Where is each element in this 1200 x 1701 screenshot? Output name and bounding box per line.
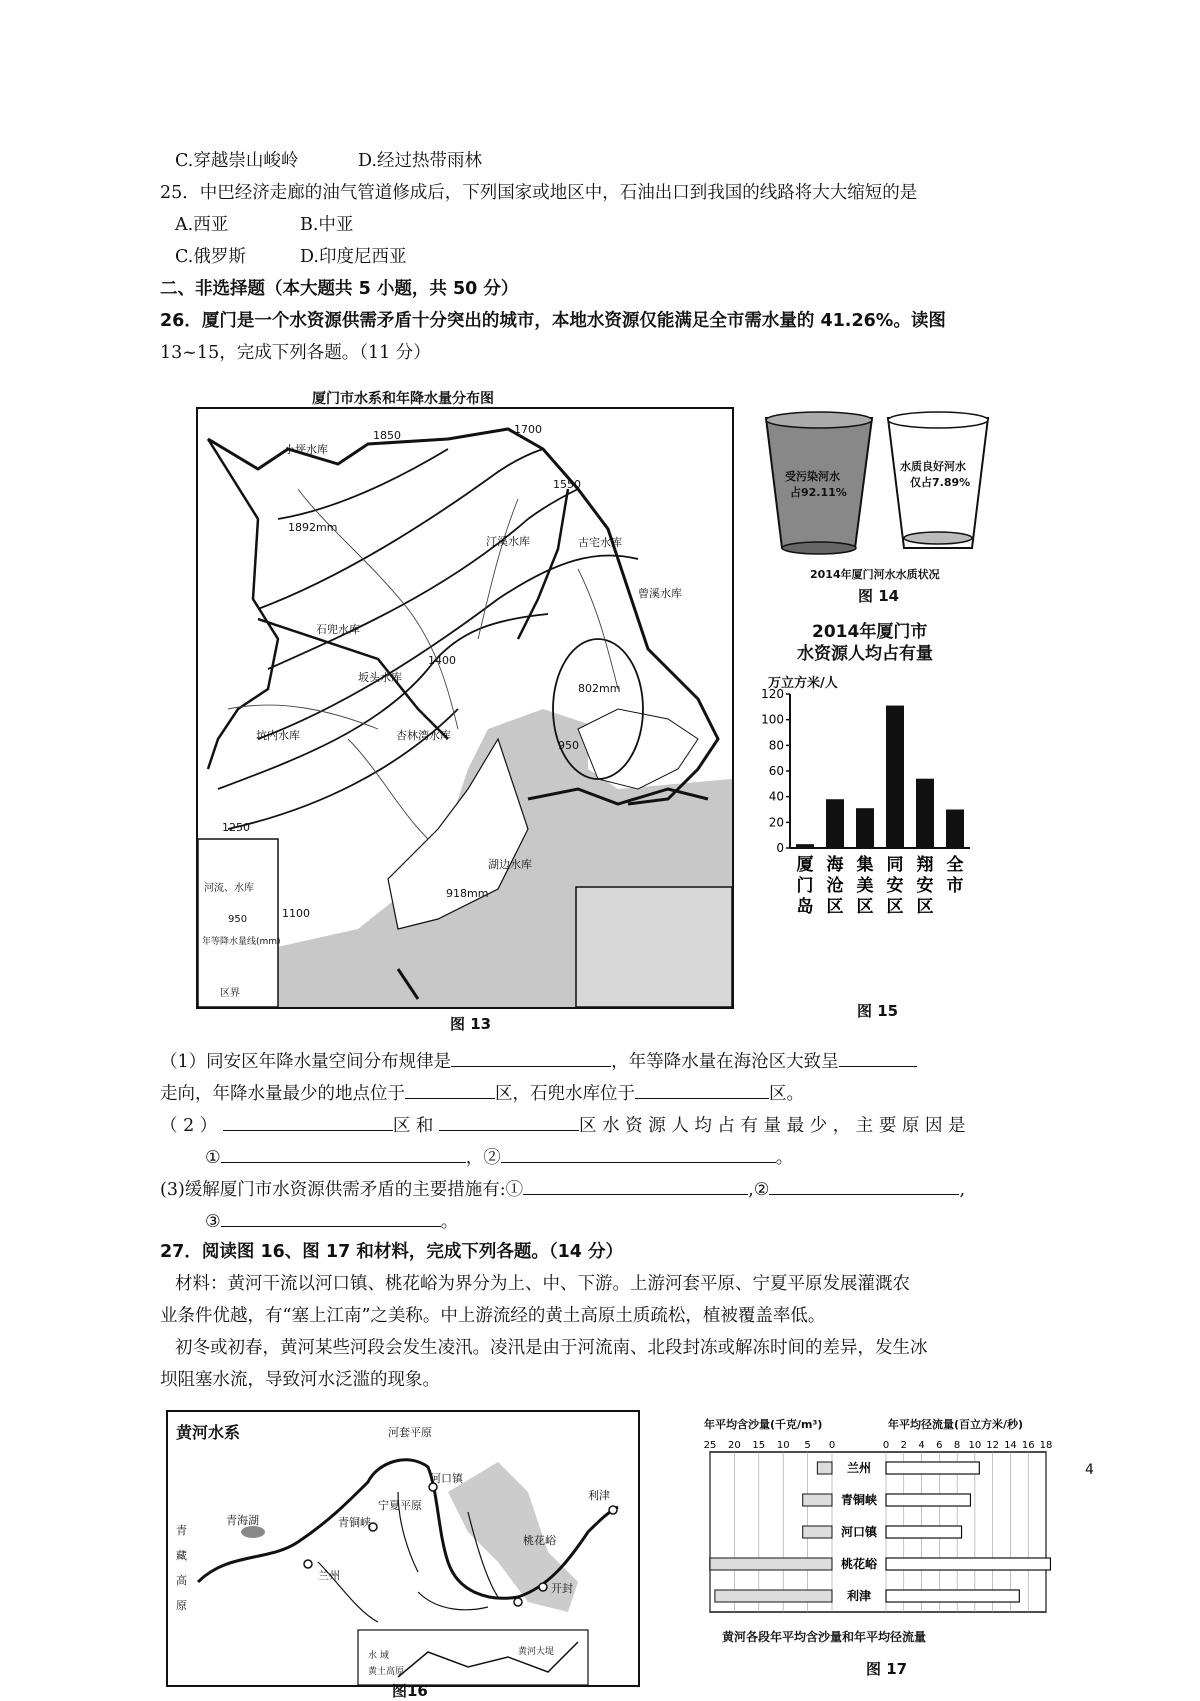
left-tick-label: 5 — [804, 1440, 811, 1451]
q26-sub3-b: ,② — [748, 1180, 770, 1200]
right-tick-label: 10 — [968, 1440, 982, 1451]
q27-material-3: 初冬或初春，黄河某些河段会发生凌汛。凌汛是由于河流南、北段封冻或解冻时间的差异，发生冰 — [175, 1338, 928, 1358]
place-label: 青海湖 — [226, 1514, 259, 1527]
cup1-line1: 受污染河水 — [785, 470, 840, 483]
q26-sub2-b: 区 和 — [392, 1116, 434, 1136]
reservoir-label: 曾溪水库 — [638, 587, 682, 600]
isoline-label: 1400 — [428, 654, 456, 667]
left-tick-label: 20 — [728, 1440, 741, 1451]
x-category-label: 翔 — [916, 855, 934, 875]
q26-sub2-d2: ，② — [465, 1148, 501, 1168]
sediment-bar-利津 — [715, 1590, 832, 1602]
place-label: 利津 — [588, 1489, 610, 1502]
chart-ylabel: 万立方米/人 — [768, 676, 838, 691]
section-heading: 二、非选择题（本大题共 5 小题，共 50 分） — [160, 279, 519, 299]
x-category-label: 门 — [796, 876, 814, 896]
isoline-label: 802mm — [578, 682, 621, 695]
fig13-map-svg — [198, 409, 732, 1007]
q26-stem-2: 13~15，完成下列各题。（11 分） — [160, 343, 431, 363]
x-category-label: 美 — [856, 876, 874, 896]
left-tick-label: 0 — [828, 1440, 836, 1451]
right-tick-label: 14 — [1004, 1440, 1017, 1451]
fig13-caption: 图 13 — [450, 1015, 492, 1033]
fig14-caption: 图 14 — [858, 587, 900, 605]
q26-sub3-c: , — [959, 1180, 966, 1200]
q26-sub3-a: (3)缓解厦门市水资源供需矛盾的主要措施有:① — [160, 1180, 524, 1200]
runoff-bar-利津 — [886, 1590, 1019, 1602]
page-number: 4 — [1085, 1462, 1094, 1478]
station-label: 河口镇 — [840, 1525, 878, 1539]
answer-blank[interactable] — [221, 1208, 441, 1227]
isoline-label: 1850 — [373, 429, 401, 442]
fig17-chart — [700, 1432, 1060, 1628]
runoff-bar-兰州 — [886, 1462, 979, 1474]
place-label: 开封 — [551, 1582, 573, 1595]
q27-material-4: 坝阻塞水流，导致河水泛滥的现象。 — [160, 1370, 440, 1390]
right-tick-label: 8 — [953, 1440, 961, 1451]
q26-sub3-line1 — [160, 1176, 965, 1202]
left-tick-label: 15 — [752, 1440, 766, 1451]
bar-翔安区 — [916, 779, 934, 848]
q25-option-c: C.俄罗斯 — [175, 247, 246, 267]
runoff-bar-河口镇 — [886, 1526, 962, 1538]
answer-blank[interactable] — [439, 1112, 579, 1131]
q26-sub2-d3: 。 — [775, 1148, 794, 1168]
q26-sub2-c: 区 水 资 源 人 均 占 有 量 最 少 ， 主 要 原 因 是 — [579, 1116, 966, 1136]
station-label: 利津 — [846, 1589, 872, 1603]
x-category-label: 海 — [826, 855, 844, 875]
station-label: 桃花峪 — [840, 1557, 878, 1571]
x-category-label: 全 — [946, 855, 964, 875]
bar-同安区 — [886, 706, 904, 848]
q26-sub2-d1: ① — [205, 1148, 221, 1168]
answer-blank[interactable] — [221, 1144, 466, 1163]
chart-subtitle: 水资源人均占有量 — [797, 644, 933, 664]
bar-海沧区 — [826, 799, 844, 848]
x-category-label: 集 — [856, 855, 874, 875]
plateau-char: 青 — [176, 1524, 187, 1537]
x-category-label: 区 — [856, 897, 874, 917]
legend-isoline-value: 950 — [228, 914, 248, 925]
q26-sub3-line2 — [205, 1208, 458, 1234]
plateau-char: 高 — [176, 1574, 187, 1587]
y-tick-label: 80 — [768, 738, 784, 753]
inset-label: 黄河大堤 — [518, 1647, 555, 1657]
fig13-title: 厦门市水系和年降水量分布图 — [312, 391, 494, 407]
left-tick-label: 25 — [703, 1440, 717, 1451]
legend-boundary: 区界 — [220, 988, 240, 999]
fig16-map — [166, 1410, 640, 1687]
q24-option-d: D.经过热带雨林 — [358, 151, 482, 171]
plateau-char: 藏 — [176, 1549, 187, 1562]
right-tick-label: 12 — [986, 1440, 1000, 1451]
place-label: 青铜峡 — [338, 1516, 371, 1529]
fig13-map — [196, 407, 734, 1009]
q25-stem: 25．中巴经济走廊的油气管道修成后，下列国家或地区中，石油出口到我国的线路将大大缩短的是 — [160, 183, 918, 203]
y-tick-label: 100 — [761, 712, 784, 727]
q26-sub1-line1 — [160, 1048, 917, 1074]
isoline-label: 950 — [558, 739, 579, 752]
reservoir-label: 古宅水库 — [578, 536, 622, 549]
runoff-bar-青铜峡 — [886, 1494, 970, 1506]
fig17-left-header: 年平均含沙量(千克/m³) — [704, 1418, 823, 1431]
station-label: 兰州 — [846, 1461, 872, 1475]
q27-stem: 27．阅读图 16、图 17 和材料，完成下列各题。（14 分） — [160, 1242, 624, 1262]
y-tick-label: 120 — [761, 688, 784, 701]
q26-sub2-a: （ 2 ） — [160, 1116, 218, 1136]
inset-label: 黄土高原 — [368, 1667, 405, 1677]
x-category-label: 区 — [826, 897, 844, 917]
answer-blank[interactable] — [405, 1080, 495, 1099]
left-tick-label: 10 — [776, 1440, 790, 1451]
q25-option-d: D.印度尼西亚 — [300, 247, 407, 267]
cup2-line2: 仅占7.89% — [910, 476, 971, 489]
fig16-caption: 图16 — [392, 1682, 428, 1700]
runoff-bar-桃花峪 — [886, 1558, 1050, 1570]
bar-集美区 — [856, 808, 874, 848]
q26-sub1-c: 走向，年降水量最少的地点位于 — [160, 1084, 405, 1104]
fig16-title: 黄河水系 — [176, 1423, 241, 1442]
q26-sub1-a: （1）同安区年降水量空间分布规律是 — [160, 1052, 452, 1072]
sediment-bar-兰州 — [817, 1462, 832, 1474]
q26-sub1-b: ，年等降水量在海沧区大致呈 — [611, 1052, 839, 1072]
right-tick-label: 6 — [936, 1440, 943, 1451]
fig16-map-svg — [168, 1412, 638, 1685]
right-tick-label: 16 — [1021, 1440, 1035, 1451]
fig17-right-header: 年平均径流量(百立方米/秒) — [888, 1418, 1024, 1431]
y-tick-label: 20 — [768, 815, 784, 830]
x-category-label: 市 — [946, 876, 964, 896]
reservoir-label: 杏林湾水库 — [396, 729, 451, 742]
chart-title: 2014年厦门市 — [812, 622, 928, 642]
legend-river: 河流、水库 — [204, 883, 254, 894]
isoline-label: 918mm — [446, 887, 489, 900]
isoline-label: 1100 — [282, 907, 310, 920]
fig15-caption: 图 15 — [857, 1002, 899, 1020]
x-category-label: 安 — [886, 876, 904, 896]
sediment-bar-青铜峡 — [803, 1494, 832, 1506]
x-category-label: 安 — [916, 876, 934, 896]
right-tick-label: 4 — [918, 1440, 925, 1451]
x-category-label: 区 — [886, 897, 904, 917]
sediment-bar-河口镇 — [803, 1526, 832, 1538]
fig14-subtitle: 2014年厦门河水水质状况 — [810, 568, 940, 581]
reservoir-label: 小坪水库 — [284, 443, 328, 456]
bar-厦门岛 — [796, 844, 814, 848]
y-tick-label: 40 — [768, 789, 784, 804]
plateau-char: 原 — [176, 1599, 187, 1612]
place-label: 桃花峪 — [523, 1534, 556, 1547]
q25-option-b: B.中亚 — [300, 215, 354, 235]
reservoir-label: 石兜水库 — [316, 623, 360, 636]
reservoir-label: 坑内水库 — [256, 729, 300, 742]
fig17-caption: 图 17 — [866, 1660, 908, 1678]
fig17-subtitle: 黄河各段年平均含沙量和年平均径流量 — [722, 1630, 927, 1644]
q25-option-a: A.西亚 — [175, 215, 229, 235]
legend-isoline: 年等降水量线(mm) — [202, 937, 281, 947]
q26-sub2-line1 — [160, 1112, 966, 1138]
isoline-label: 1892mm — [288, 521, 338, 534]
cup2-line1: 水质良好河水 — [900, 460, 966, 473]
isoline-label: 1700 — [514, 423, 542, 436]
q26-sub3-e: 。 — [440, 1212, 459, 1232]
answer-blank[interactable] — [839, 1048, 917, 1067]
station-label: 青铜峡 — [840, 1493, 878, 1507]
x-category-label: 区 — [916, 897, 934, 917]
answer-blank[interactable] — [501, 1144, 776, 1163]
q26-stem-1: 26．厦门是一个水资源供需矛盾十分突出的城市，本地水资源仅能满足全市需水量的 41.26%。读图 — [160, 311, 946, 331]
cup1-line2: 占92.11% — [790, 486, 847, 499]
q24-option-c: C.穿越崇山峻岭 — [175, 151, 299, 171]
right-tick-label: 0 — [882, 1440, 890, 1451]
q26-sub3-d: ③ — [205, 1212, 221, 1232]
place-label: 河口镇 — [430, 1472, 463, 1485]
bar-全市 — [946, 810, 964, 849]
q26-sub1-e: 区。 — [769, 1084, 804, 1104]
x-category-label: 厦 — [796, 855, 814, 875]
q27-material-1: 材料：黄河干流以河口镇、桃花峪为界分为上、中、下游。上游河套平原、宁夏平原发展灌溉农 — [175, 1274, 910, 1294]
inset-label: 水 域 — [368, 1651, 389, 1661]
y-tick-label: 0 — [776, 841, 784, 855]
q26-sub2-line2 — [205, 1144, 793, 1170]
fig14 — [760, 408, 990, 598]
reservoir-label: 坂头水库 — [358, 671, 402, 684]
isoline-label: 1250 — [222, 821, 250, 834]
x-category-label: 同 — [886, 855, 904, 875]
place-label: 兰州 — [318, 1569, 340, 1582]
reservoir-label: 湖边水库 — [488, 858, 532, 871]
place-label: 河套平原 — [388, 1426, 432, 1439]
y-tick-label: 60 — [768, 764, 784, 778]
answer-blank[interactable] — [451, 1048, 611, 1067]
q27-material-2: 业条件优越，有“塞上江南”之美称。中上游流经的黄土高原土质疏松，植被覆盖率低。 — [160, 1306, 826, 1326]
fig15-bar-chart — [760, 688, 1000, 996]
fig17-frame — [710, 1452, 1046, 1612]
answer-blank[interactable] — [223, 1112, 393, 1131]
q26-sub1-d: 区，石兜水库位于 — [495, 1084, 635, 1104]
x-category-label: 岛 — [796, 897, 814, 917]
sediment-bar-桃花峪 — [710, 1558, 832, 1570]
place-label: 宁夏平原 — [378, 1499, 422, 1512]
right-tick-label: 2 — [900, 1440, 907, 1451]
x-category-label: 沧 — [826, 876, 844, 896]
isoline-label: 1550 — [553, 478, 581, 491]
answer-blank[interactable] — [523, 1176, 748, 1195]
reservoir-label: 汀溪水库 — [486, 535, 530, 548]
q26-sub1-line2 — [160, 1080, 804, 1106]
right-tick-label: 18 — [1039, 1440, 1053, 1451]
answer-blank[interactable] — [769, 1176, 959, 1195]
answer-blank[interactable] — [635, 1080, 769, 1099]
